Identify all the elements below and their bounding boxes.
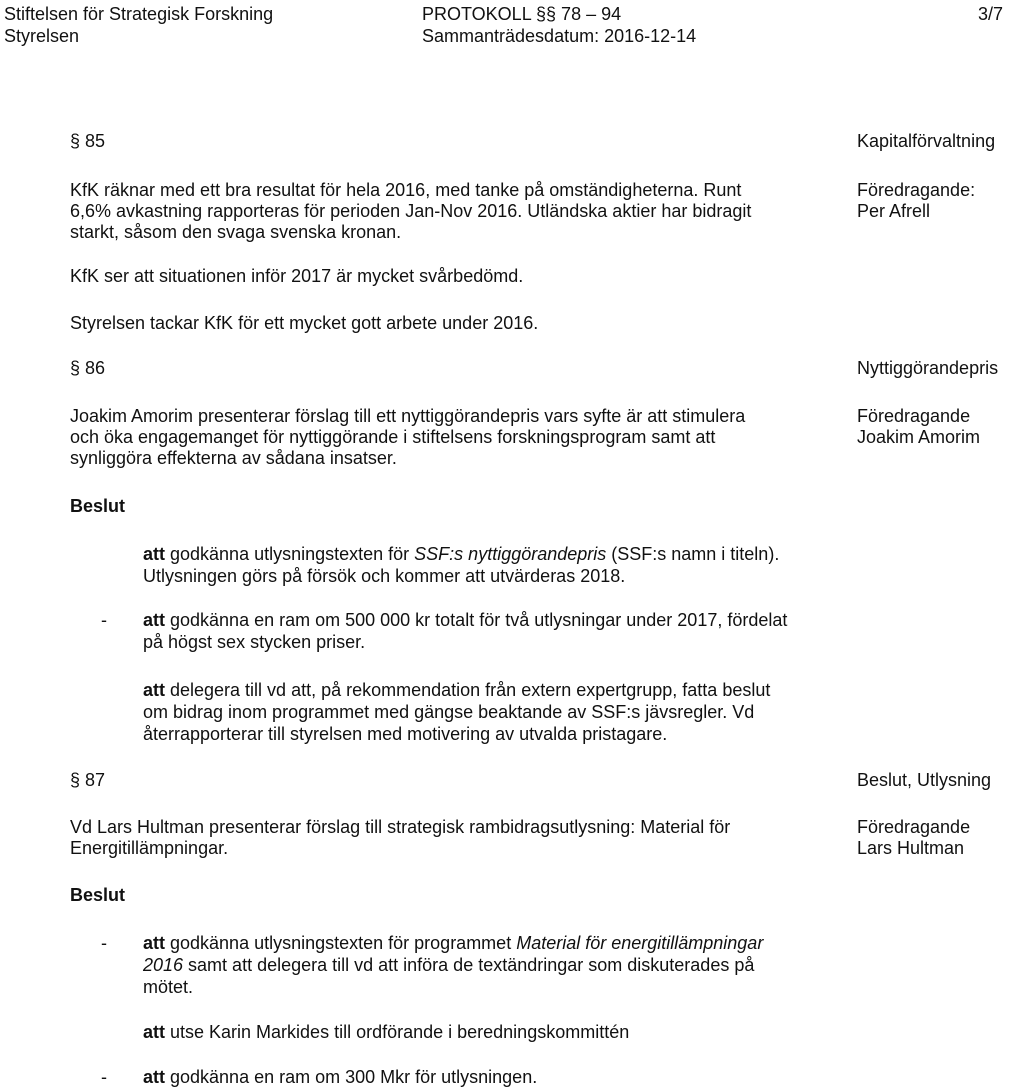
decision-text: godkänna en ram om 500 000 kr totalt för två utlysningar under 2017, fördelat (165, 610, 788, 630)
decision-text: (SSF:s namn i titeln). (606, 544, 780, 564)
section-86-decision-1-line2: Utlysningen görs på försök och kommer att utvärderas 2018. (143, 566, 626, 586)
att-keyword: att (143, 680, 165, 700)
section-86-topic: Nyttiggörandepris (857, 358, 999, 378)
section-86-decision-heading: Beslut (70, 496, 126, 516)
section-86-presenter-name: Joakim Amorim (857, 427, 981, 447)
section-87-decision-2-line1 (143, 1022, 629, 1043)
decision-text: samt att delegera till vd att införa de textändringar som diskuterades på (183, 955, 755, 975)
section-87-decision-heading: Beslut (70, 885, 126, 905)
att-keyword: att (143, 1067, 165, 1087)
section-85-presenter-name: Per Afrell (857, 201, 931, 221)
section-86-text-line1: Joakim Amorim presenterar förslag till ett nyttiggörandepris vars syfte är att stimulera (70, 406, 746, 426)
section-87-topic: Beslut, Utlysning (857, 770, 992, 790)
section-86-decision-3-line1 (143, 680, 770, 701)
att-keyword: att (143, 544, 165, 564)
section-87-presenter-label: Föredragande (857, 817, 971, 837)
section-85-text-situation: KfK ser att situationen inför 2017 är mycket svårbedömd. (70, 266, 524, 286)
header-meeting-date: Sammanträdesdatum: 2016-12-14 (422, 26, 697, 46)
section-85-presenter-label: Föredragande: (857, 180, 976, 200)
att-keyword: att (143, 933, 165, 953)
decision-text: utse Karin Markides till ordförande i beredningskommittén (165, 1022, 630, 1042)
section-87-text-line1: Vd Lars Hultman presenterar förslag till strategisk rambidragsutlysning: Material för (70, 817, 731, 837)
section-86-decision-3-line3: återrapporterar till styrelsen med motivering av utvalda pristagare. (143, 724, 668, 744)
section-86-decision-2-dash: - (101, 610, 107, 630)
section-85-topic: Kapitalförvaltning (857, 131, 996, 151)
header-protocol: PROTOKOLL §§ 78 – 94 (422, 4, 622, 24)
section-86-presenter-label: Föredragande (857, 406, 971, 426)
decision-text: delegera till vd att, på rekommendation från extern expertgrupp, fatta beslut (165, 680, 771, 700)
decision-text-italic: Material för energitillämpningar (516, 933, 764, 953)
section-85-text-line3: starkt, såsom den svaga svenska kronan. (70, 222, 402, 242)
section-87-decision-1-line3: mötet. (143, 977, 194, 997)
section-85-number: § 85 (70, 131, 106, 151)
section-87-decision-3-line1 (143, 1067, 537, 1088)
header-page-number: 3/7 (978, 4, 1004, 24)
section-87-decision-1-line2 (143, 955, 754, 976)
decision-text: godkänna en ram om 300 Mkr för utlysningen. (165, 1067, 538, 1087)
decision-text: godkänna utlysningstexten för programmet (165, 933, 517, 953)
section-87-decision-3-dash: - (101, 1067, 107, 1087)
section-85-text-thanks: Styrelsen tackar KfK för ett mycket gott arbete under 2016. (70, 313, 539, 333)
section-86-number: § 86 (70, 358, 106, 378)
section-86-decision-1-line1 (143, 544, 779, 565)
header-org: Stiftelsen för Strategisk Forskning (4, 4, 274, 24)
section-87-decision-1-line1 (143, 933, 763, 954)
section-86-text-line2: och öka engagemanget för nyttiggörande i stiftelsens forskningsprogram samt att (70, 427, 716, 447)
att-keyword: att (143, 1022, 165, 1042)
section-87-number: § 87 (70, 770, 106, 790)
att-keyword: att (143, 610, 165, 630)
section-86-decision-2-line2: på högst sex stycken priser. (143, 632, 366, 652)
decision-text: godkänna utlysningstexten för (165, 544, 415, 564)
section-86-decision-2-line1 (143, 610, 787, 631)
section-85-text-line2: 6,6% avkastning rapporteras för perioden Jan-Nov 2016. Utländska aktier har bidragit (70, 201, 752, 221)
section-87-text-line2: Energitillämpningar. (70, 838, 229, 858)
section-86-text-line3: synliggöra effekterna av sådana insatser. (70, 448, 397, 468)
decision-text-italic: SSF:s nyttiggörandepris (414, 544, 607, 564)
section-86-decision-3-line2: om bidrag inom programmet med gängse beaktande av SSF:s jävsregler. Vd (143, 702, 755, 722)
section-87-presenter-name: Lars Hultman (857, 838, 965, 858)
section-85-text-line1: KfK räknar med ett bra resultat för hela 2016, med tanke på omständigheterna. Runt (70, 180, 742, 200)
section-87-decision-1-dash: - (101, 933, 107, 953)
header-body: Styrelsen (4, 26, 80, 46)
decision-text-italic: 2016 (143, 955, 184, 975)
